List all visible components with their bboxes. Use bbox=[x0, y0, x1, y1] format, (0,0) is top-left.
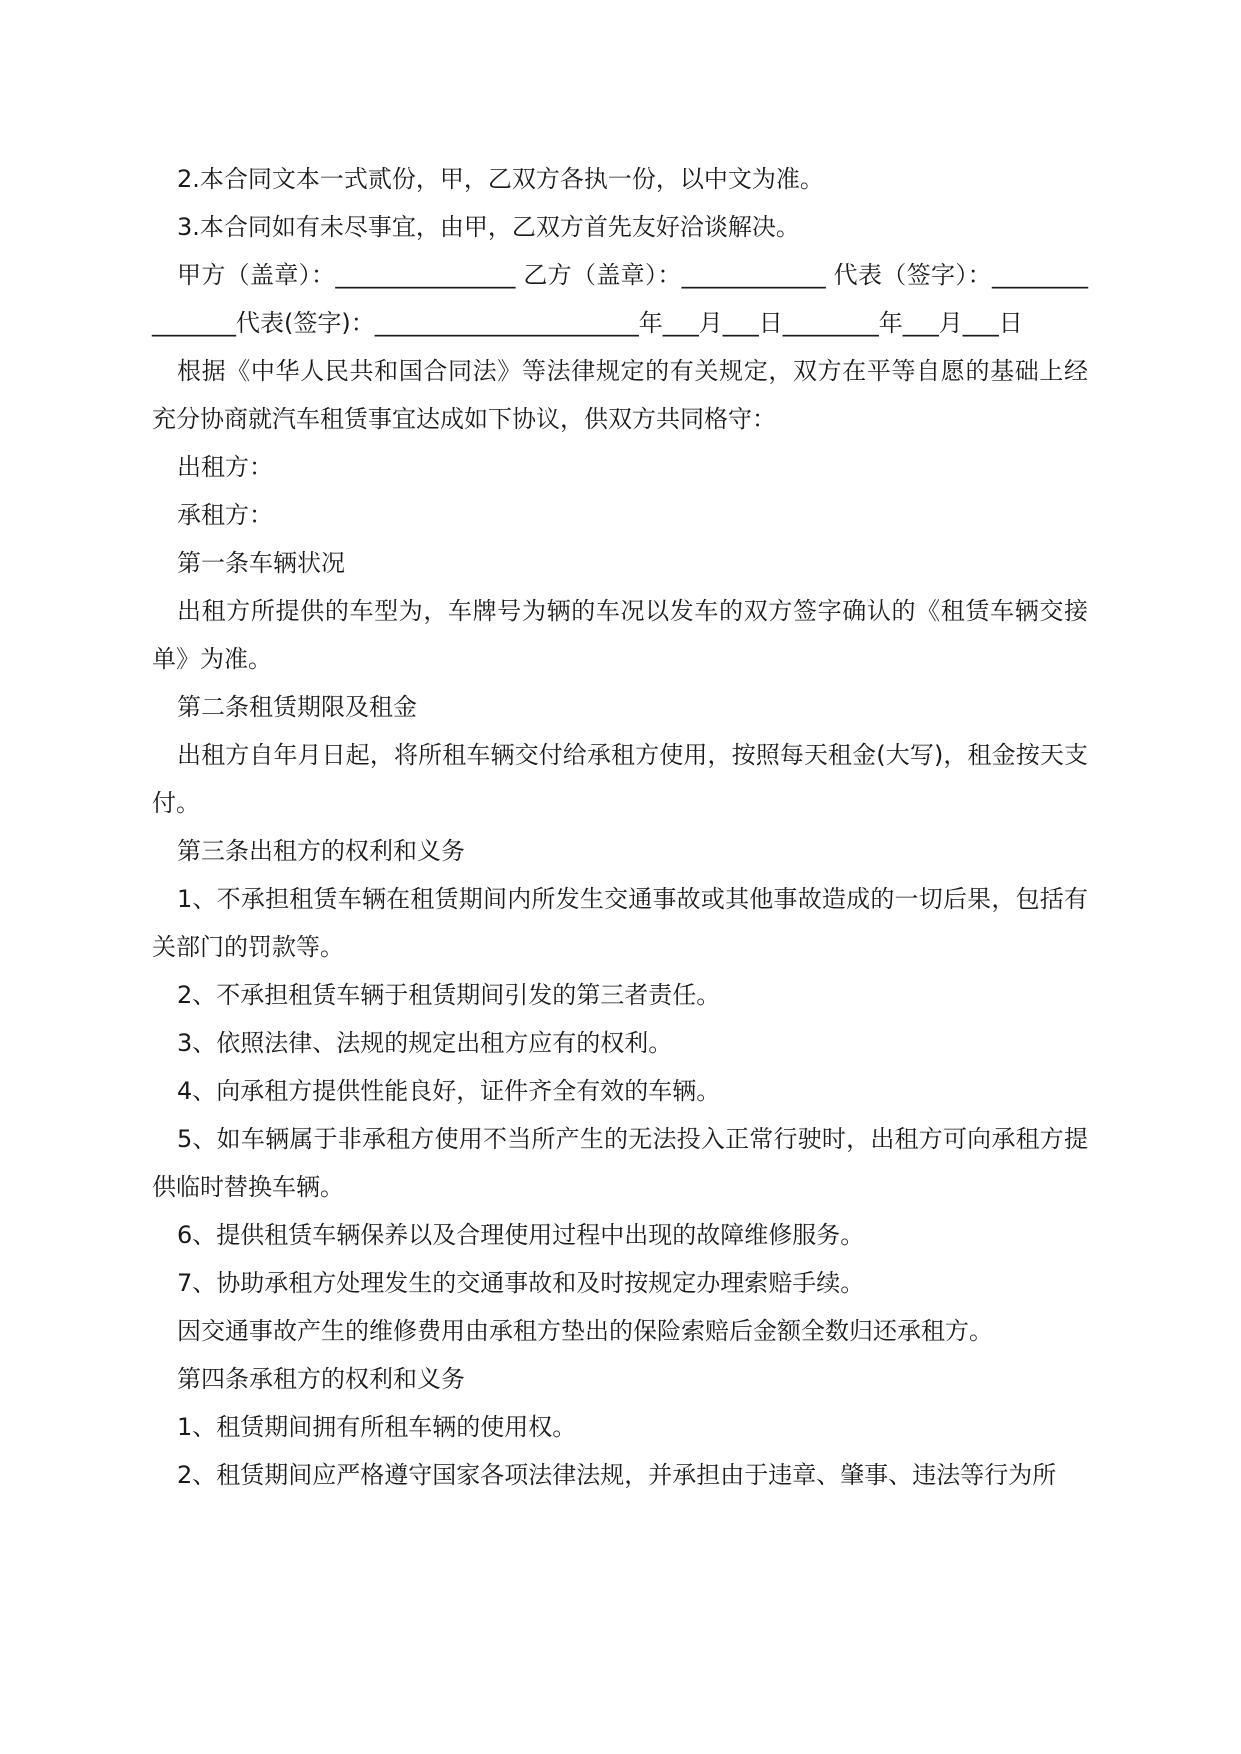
article-3-item-1: 1、不承担租赁车辆在租赁期间内所发生交通事故或其他事故造成的一切后果，包括有关部门的罚款等。 bbox=[152, 885, 1088, 961]
article-2-heading: 第二条租赁期限及租金 bbox=[177, 693, 417, 721]
signature-block: 甲方（盖章）：_______________ 乙方（盖章）：____________ 代表（签字）：_______________代表(签字)：______________________年___月___日________年___月___日 bbox=[152, 261, 1088, 337]
clause-unresolved: 3.本合同如有未尽事宜，由甲，乙双方首先友好洽谈解决。 bbox=[177, 213, 800, 241]
clause-copies: 2.本合同文本一式贰份，甲，乙双方各执一份，以中文为准。 bbox=[177, 165, 824, 193]
lessee-label: 承租方： bbox=[177, 501, 273, 529]
article-3-item-5: 5、如车辆属于非承租方使用不当所产生的无法投入正常行驶时，出租方可向承租方提供临时替换车辆。 bbox=[152, 1125, 1088, 1201]
article-3-item-3: 3、依照法律、法规的规定出租方应有的权利。 bbox=[177, 1029, 673, 1057]
article-4-heading: 第四条承租方的权利和义务 bbox=[177, 1365, 465, 1393]
article-3-item-2: 2、不承担租赁车辆于租赁期间引发的第三者责任。 bbox=[177, 981, 721, 1009]
article-3-note: 因交通事故产生的维修费用由承租方垫出的保险索赔后金额全数归还承租方。 bbox=[177, 1317, 993, 1345]
article-1-body: 出租方所提供的车型为，车牌号为辆的车况以发车的双方签字确认的《租赁车辆交接单》为准。 bbox=[152, 597, 1088, 673]
article-3-item-7: 7、协助承租方处理发生的交通事故和及时按规定办理索赔手续。 bbox=[177, 1269, 865, 1297]
article-3-heading: 第三条出租方的权利和义务 bbox=[177, 837, 465, 865]
preamble: 根据《中华人民共和国合同法》等法律规定的有关规定，双方在平等自愿的基础上经充分协商就汽车租赁事宜达成如下协议，供双方共同格守： bbox=[152, 357, 1088, 433]
article-4-item-2: 2、租赁期间应严格遵守国家各项法律法规，并承担由于违章、肇事、违法等行为所 bbox=[177, 1461, 1057, 1489]
lessor-label: 出租方： bbox=[177, 453, 273, 481]
article-1-heading: 第一条车辆状况 bbox=[177, 549, 345, 577]
article-3-item-4: 4、向承租方提供性能良好，证件齐全有效的车辆。 bbox=[177, 1077, 721, 1105]
article-3-item-6: 6、提供租赁车辆保养以及合理使用过程中出现的故障维修服务。 bbox=[177, 1221, 865, 1249]
article-2-body: 出租方自年月日起，将所租车辆交付给承租方使用，按照每天租金(大写)，租金按天支付。 bbox=[152, 741, 1088, 817]
article-4-item-1: 1、租赁期间拥有所租车辆的使用权。 bbox=[177, 1413, 577, 1441]
document-body bbox=[152, 155, 1088, 1499]
